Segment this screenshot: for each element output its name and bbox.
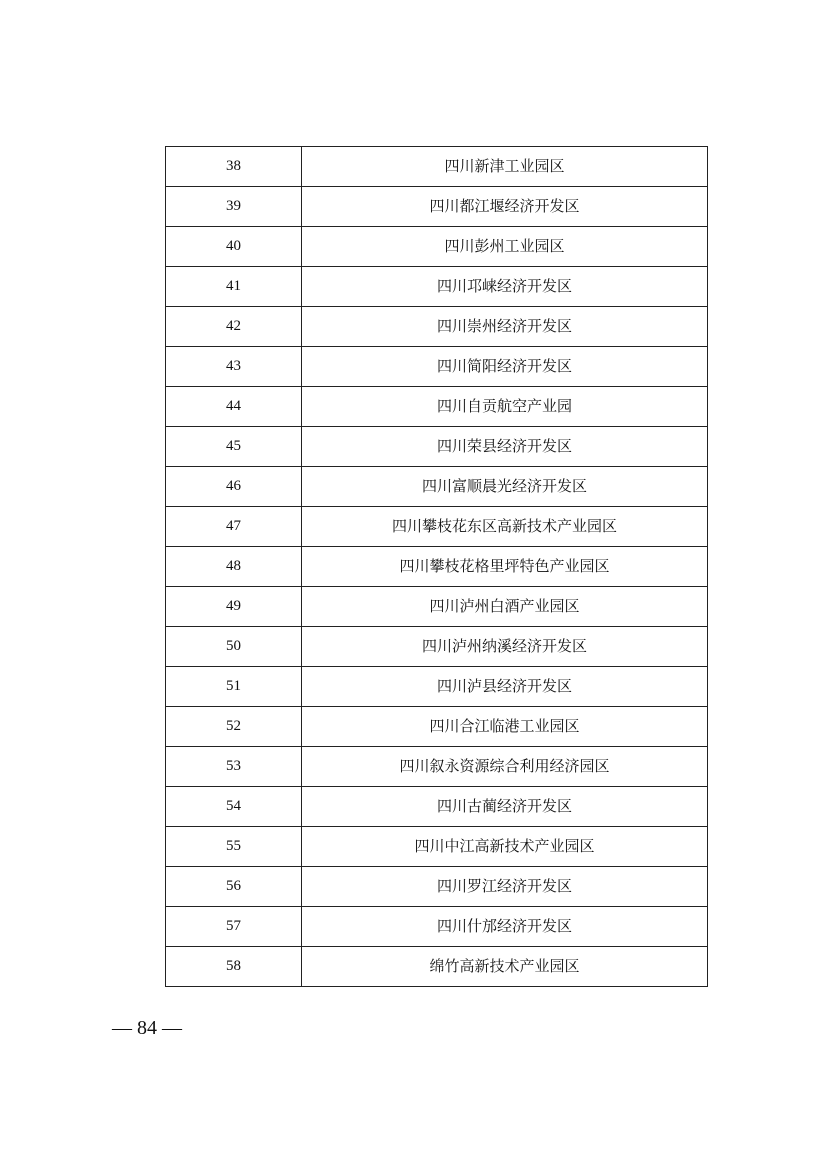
zone-name-cell: 四川彭州工业园区 [302,227,708,267]
table-row [166,867,708,907]
zone-name-cell: 四川泸州纳溪经济开发区 [302,627,708,667]
table-row [166,347,708,387]
row-number-cell: 44 [166,387,302,427]
table-row [166,467,708,507]
table-row [166,427,708,467]
row-number-cell: 43 [166,347,302,387]
table-row [166,747,708,787]
row-number-cell: 42 [166,307,302,347]
table-row [166,707,708,747]
zone-name-cell: 四川简阳经济开发区 [302,347,708,387]
table-row [166,267,708,307]
row-number-cell: 51 [166,667,302,707]
zone-name-cell: 四川攀枝花格里坪特色产业园区 [302,547,708,587]
zone-name-cell: 四川都江堰经济开发区 [302,187,708,227]
row-number-cell: 55 [166,827,302,867]
row-number-cell: 50 [166,627,302,667]
zone-table-container [165,146,707,987]
table-row [166,947,708,987]
zone-name-cell: 四川荣县经济开发区 [302,427,708,467]
row-number-cell: 58 [166,947,302,987]
row-number-cell: 39 [166,187,302,227]
page-number: — 84 — [112,1017,182,1039]
zone-name-cell: 四川合江临港工业园区 [302,707,708,747]
zone-name-cell: 四川罗江经济开发区 [302,867,708,907]
zone-name-cell: 四川泸县经济开发区 [302,667,708,707]
zone-name-cell: 四川攀枝花东区高新技术产业园区 [302,507,708,547]
zone-name-cell: 四川自贡航空产业园 [302,387,708,427]
table-row [166,667,708,707]
row-number-cell: 47 [166,507,302,547]
zone-name-cell: 四川中江高新技术产业园区 [302,827,708,867]
zone-name-cell: 四川泸州白酒产业园区 [302,587,708,627]
table-row [166,907,708,947]
row-number-cell: 46 [166,467,302,507]
zone-name-cell: 绵竹高新技术产业园区 [302,947,708,987]
table-row [166,387,708,427]
table-row [166,147,708,187]
row-number-cell: 57 [166,907,302,947]
row-number-cell: 40 [166,227,302,267]
zone-name-cell: 四川崇州经济开发区 [302,307,708,347]
table-row [166,587,708,627]
zone-name-cell: 四川古蔺经济开发区 [302,787,708,827]
zone-name-cell: 四川什邡经济开发区 [302,907,708,947]
zone-table-body [166,147,708,987]
table-row [166,187,708,227]
row-number-cell: 53 [166,747,302,787]
zone-name-cell: 四川叙永资源综合利用经济园区 [302,747,708,787]
table-row [166,787,708,827]
row-number-cell: 41 [166,267,302,307]
row-number-cell: 56 [166,867,302,907]
row-number-cell: 38 [166,147,302,187]
table-row [166,227,708,267]
table-row [166,827,708,867]
zone-name-cell: 四川新津工业园区 [302,147,708,187]
zone-name-cell: 四川邛崃经济开发区 [302,267,708,307]
row-number-cell: 49 [166,587,302,627]
table-row [166,307,708,347]
row-number-cell: 52 [166,707,302,747]
table-row [166,627,708,667]
row-number-cell: 48 [166,547,302,587]
zone-name-cell: 四川富顺晨光经济开发区 [302,467,708,507]
table-row [166,547,708,587]
zone-table [165,146,708,987]
row-number-cell: 54 [166,787,302,827]
row-number-cell: 45 [166,427,302,467]
table-row [166,507,708,547]
